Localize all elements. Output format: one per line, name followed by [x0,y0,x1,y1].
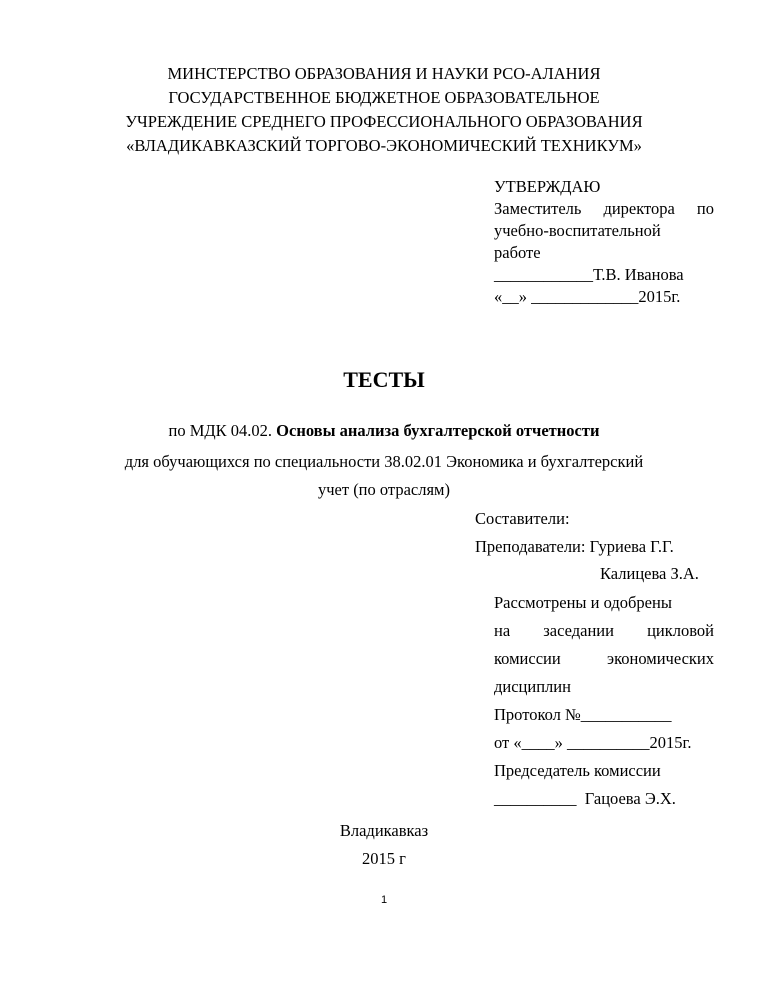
review-line-2 [494,620,714,642]
approval-word: по [696,199,714,218]
review-date: от «____» __________2015г. [494,733,692,752]
approval-position-line-3: работе [494,243,541,262]
footer-year: 2015 г [362,849,406,868]
review-word: экономических [606,649,714,668]
review-chair-signature: __________ Гацоева Э.Х. [494,789,676,808]
review-word: заседании [543,621,614,640]
review-word: на [494,621,511,640]
review-line-1: Рассмотрены и одобрены [494,593,672,612]
authors-line-1: Преподаватели: Гуриева Г.Г. [475,537,674,556]
institution-name: «ВЛАДИКАВКАЗСКИЙ ТОРГОВО-ЭКОНОМИЧЕСКИЙ ТЕХНИКУМ» [126,136,642,155]
audience-line-2: учет (по отраслям) [317,480,450,499]
subject-name: Основы анализа бухгалтерской отчетности [276,421,600,440]
approval-heading: УТВЕРЖДАЮ [494,177,601,196]
ministry-line-3: УЧРЕЖДЕНИЕ СРЕДНЕГО ПРОФЕССИОНАЛЬНОГО ОБРАЗОВАНИЯ [125,112,643,131]
approval-date: «__» _____________2015г. [494,287,681,306]
document-title: ТЕСТЫ [343,367,425,392]
page-number: 1 [380,894,388,906]
approval-word: директора [603,199,675,218]
ministry-line-1: МИНСТЕРСТВО ОБРАЗОВАНИЯ И НАУКИ РСО-АЛАНИЯ [167,64,601,83]
approval-word: Заместитель [494,199,582,218]
approval-signature: ____________Т.В. Иванова [494,265,684,284]
footer-city: Владикавказ [339,821,429,840]
review-chair-label: Председатель комиссии [494,761,661,780]
review-protocol: Протокол №___________ [494,705,672,724]
review-word: комиссии [494,649,561,668]
approval-position-line [494,198,714,220]
approval-position-line-2: учебно-воспитательной [494,221,661,240]
ministry-line-2: ГОСУДАРСТВЕННОЕ БЮДЖЕТНОЕ ОБРАЗОВАТЕЛЬНОЕ [168,88,600,107]
review-word: цикловой [647,621,714,640]
authors-label: Составители: [475,509,570,528]
subject-line [0,420,768,442]
authors-line-2: Калицева З.А. [600,564,699,583]
audience-line-1: для обучающихся по специальности 38.02.01 Экономика и бухгалтерский [124,452,644,471]
review-line-4: дисциплин [494,677,571,696]
review-line-3 [494,648,714,670]
subject-prefix: по МДК 04.02. [168,421,277,440]
